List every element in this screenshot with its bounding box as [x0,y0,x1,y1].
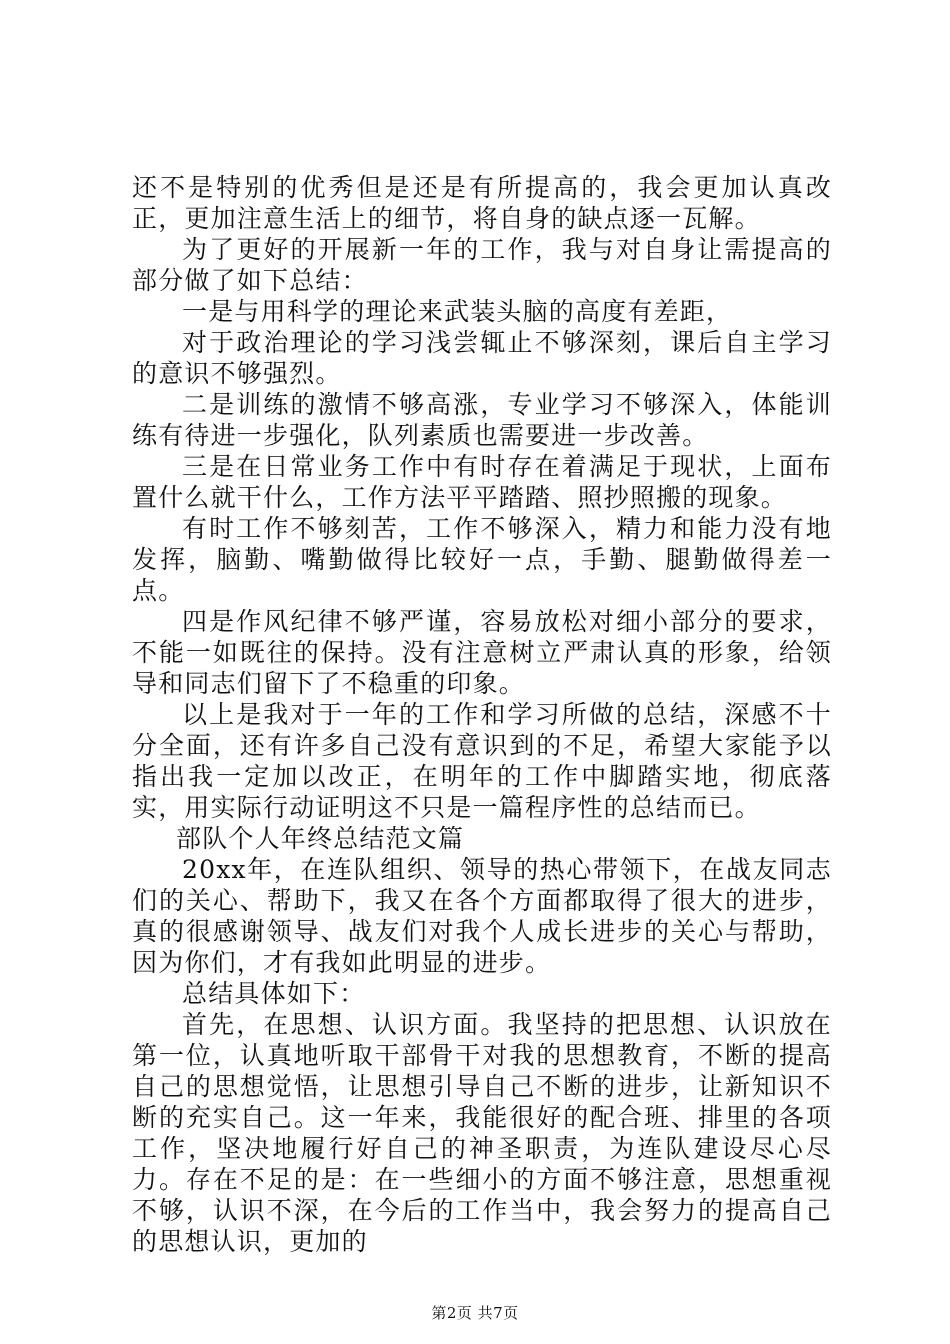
paragraph-12: 总结具体如下： [182,979,366,1008]
paragraph-11: 20xx年，在连队组织、领导的热心带领下，在战友同志们的关心、帮助下，我又在各个方面都取得了很大的进步，真的很感谢领导、战友们对我个人成长进步的关心与帮助，因为你们，才有我如此明显的进步。 [132,855,832,977]
paragraph-3: 一是与用科学的理论来武装头脑的高度有差距， [182,297,733,326]
page-number-footer: 第2页 共7页 [431,1304,519,1322]
paragraph-6: 三是在日常业务工作中有时存在着满足于现状，上面布置什么就干什么，工作方法平平踏踏、照抄照搬的现象。 [132,452,832,512]
paragraph-1: 还不是特别的优秀但是还是有所提高的，我会更加认真改正，更加注意生活上的细节，将自身的缺点逐一瓦解。 [132,173,832,233]
paragraph-4: 对于政治理论的学习浅尝辄止不够深刻，课后自主学习的意识不够强烈。 [132,328,832,388]
section-heading: 部队个人年终总结范文篇 [176,824,465,853]
paragraph-13: 首先，在思想、认识方面。我坚持的把思想、认识放在第一位，认真地听取干部骨干对我的思想教育，不断的提高自己的思想觉悟，让思想引导自己不断的进步，让新知识不断的充实自己。这一年来，我能很好的配合班、排里的各项工作，坚决地履行好自己的神圣职责，为连队建设尽心尽力。存在不足的是：在一些细小的方面不够注意，思想重视不够，认识不深，在今后的工作当中，我会努力的提高自己的思想认识，更加的 [132,1010,832,1256]
paragraph-2: 为了更好的开展新一年的工作，我与对自身让需提高的部分做了如下总结： [132,235,832,295]
paragraph-7: 有时工作不够刻苦，工作不够深入，精力和能力没有地发挥，脑勤、嘴勤做得比较好一点，手勤、腿勤做得差一点。 [132,514,832,605]
document-body [132,172,832,1257]
paragraph-5: 二是训练的激情不够高涨，专业学习不够深入，体能训练有待进一步强化，队列素质也需要进一步改善。 [132,390,832,450]
paragraph-9: 以上是我对于一年的工作和学习所做的总结，深感不十分全面，还有许多自己没有意识到的不足，希望大家能予以指出我一定加以改正，在明年的工作中脚踏实地，彻底落实，用实际行动证明这不只是一篇程序性的总结而已。 [132,700,832,822]
paragraph-8: 四是作风纪律不够严谨，容易放松对细小部分的要求，不能一如既往的保持。没有注意树立严肃认真的形象，给领导和同志们留下了不稳重的印象。 [132,607,832,698]
